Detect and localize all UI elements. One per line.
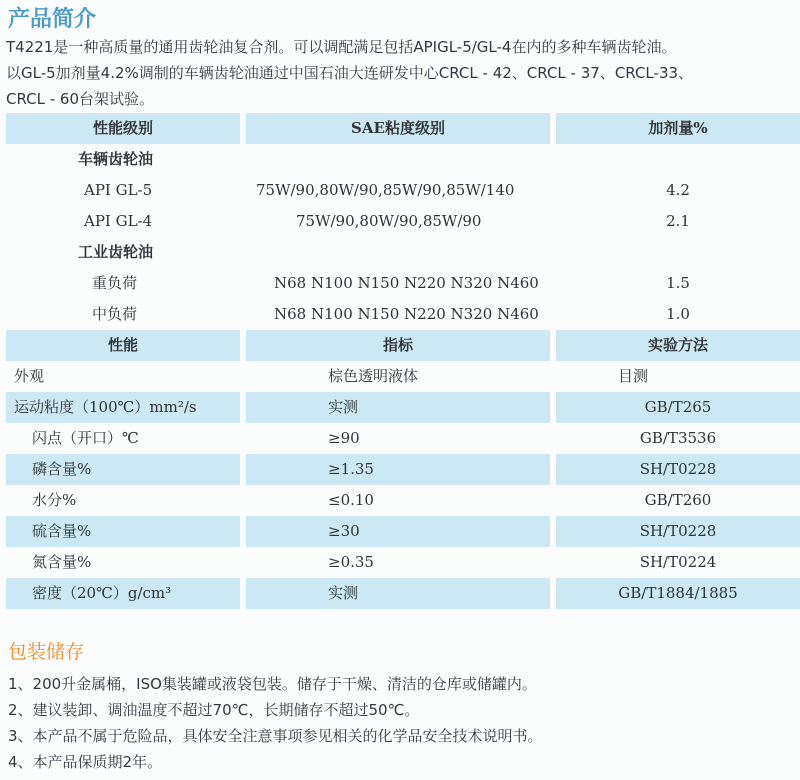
- property-cell: 氮含量%: [32, 553, 92, 571]
- table1-header-row: [6, 113, 800, 144]
- table-row: [6, 361, 800, 392]
- intro-line: T4221是一种高质量的通用齿轮油复合剂。可以调配满足包括APIGL-5/GL-4在内的多种车辆齿轮油。: [6, 38, 677, 56]
- method-cell: GB/T265: [644, 398, 712, 416]
- property-cell: 磷含量%: [32, 460, 92, 478]
- spec-cell: ≥30: [328, 522, 360, 540]
- property-cell: 密度（20℃）g/cm³: [32, 584, 172, 602]
- table-row: [6, 144, 800, 175]
- property-cell: 闪点（开口）℃: [32, 429, 139, 447]
- packaging-list: [8, 671, 798, 775]
- table-row: [6, 237, 800, 268]
- dosage-cell: 2.1: [666, 212, 690, 230]
- table2-header-property: 性能: [107, 336, 138, 354]
- property-cell: 水分%: [32, 491, 77, 509]
- list-item: 2、建议装卸、调油温度不超过70℃，长期储存不超过50℃。: [8, 701, 420, 719]
- packaging-title: 包装储存: [8, 641, 85, 663]
- intro-line: 以GL-5加剂量4.2%调制的车辆齿轮油通过中国石油大连研发中心CRCL - 42、CRCL - 37、CRCL-33、: [6, 64, 694, 82]
- spec-cell: ≤0.10: [328, 491, 374, 509]
- intro-text: [6, 34, 796, 112]
- grade-cell: 中负荷: [92, 305, 138, 323]
- list-item: 1、200升金属桶，ISO集装罐或液袋包装。储存于干燥、清洁的仓库或储罐内。: [8, 675, 537, 693]
- category-vehicle: 车辆齿轮油: [78, 150, 154, 168]
- table1-header-grade: 性能级别: [92, 119, 153, 137]
- table2-header-row: [6, 330, 800, 361]
- table2-header-method: 实验方法: [647, 336, 708, 354]
- table-row: [6, 268, 800, 299]
- sae-cell: 75W/90,80W/90,85W/90,85W/140: [256, 181, 515, 199]
- dosage-cell: 1.0: [666, 305, 690, 323]
- grade-cell: API GL-5: [84, 181, 153, 199]
- method-cell: GB/T260: [644, 491, 712, 509]
- spec-cell: ≥1.35: [328, 460, 374, 478]
- table-row: [6, 423, 800, 454]
- grade-cell: API GL-4: [84, 212, 153, 230]
- sae-cell: 75W/90,80W/90,85W/90: [296, 212, 482, 230]
- grade-cell: 重负荷: [92, 274, 138, 292]
- table-row: [6, 206, 800, 237]
- method-cell: 目测: [618, 367, 649, 385]
- table2-header-spec: 指标: [382, 336, 413, 354]
- method-cell: GB/T3536: [639, 429, 717, 447]
- table-row: [6, 299, 800, 330]
- table-row: [6, 578, 800, 609]
- method-cell: SH/T0228: [639, 460, 717, 478]
- list-item: 3、本产品不属于危险品，具体安全注意事项参见相关的化学品安全技术说明书。: [8, 727, 543, 745]
- sae-cell: N68 N100 N150 N220 N320 N460: [274, 274, 539, 292]
- intro-title: 产品简介: [8, 6, 97, 32]
- property-cell: 外观: [14, 367, 45, 385]
- dosage-cell: 1.5: [666, 274, 690, 292]
- sae-cell: N68 N100 N150 N220 N320 N460: [274, 305, 539, 323]
- table-row: [6, 392, 800, 423]
- table1-header-dosage: 加剂量%: [648, 119, 708, 137]
- dosage-cell: 4.2: [666, 181, 690, 199]
- category-industrial: 工业齿轮油: [78, 243, 154, 261]
- spec-cell: ≥90: [328, 429, 360, 447]
- spec-cell: ≥0.35: [328, 553, 374, 571]
- method-cell: GB/T1884/1885: [618, 584, 738, 602]
- table-row: [6, 454, 800, 485]
- list-item: 4、本产品保质期2年。: [8, 753, 163, 771]
- spec-cell: 棕色透明液体: [328, 367, 419, 385]
- spec-cell: 实测: [328, 398, 359, 416]
- method-cell: SH/T0228: [639, 522, 717, 540]
- method-cell: SH/T0224: [639, 553, 717, 571]
- property-cell: 运动粘度（100℃）mm²/s: [14, 398, 197, 416]
- table-row: [6, 516, 800, 547]
- table-row: [6, 485, 800, 516]
- table-row: [6, 175, 800, 206]
- table1-header-sae: SAE粘度级别: [351, 119, 445, 137]
- intro-line: CRCL - 60台架试验。: [6, 90, 155, 108]
- spec-cell: 实测: [328, 584, 359, 602]
- table-row: [6, 547, 800, 578]
- property-cell: 硫含量%: [32, 522, 92, 540]
